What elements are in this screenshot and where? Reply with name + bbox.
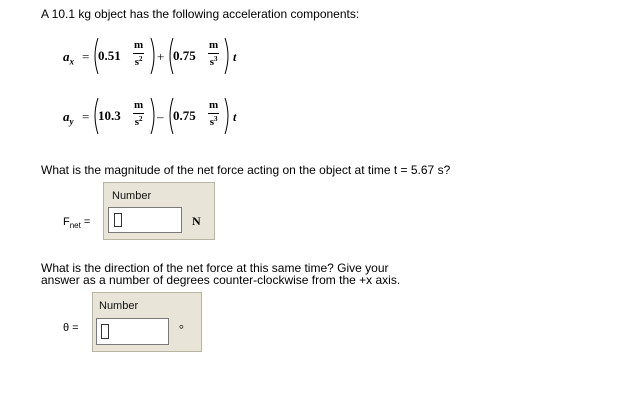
answer-box-magnitude (103, 182, 215, 240)
problem-intro: A 10.1 kg object has the following acceleration components: (41, 7, 360, 21)
eq2-equals: = (82, 109, 90, 124)
eq2-unit1: m $s^2$ (134, 99, 144, 128)
question-direction-line2: answer as a number of degrees counter-clockwise from the +x axis. (41, 273, 401, 287)
eq1-coef2: 0.75 (173, 48, 196, 63)
question-direction (41, 262, 400, 286)
eq2-variable: $a_y$ (63, 109, 74, 127)
eq1-unit1: m $s^2$ (134, 39, 144, 68)
magnitude-input[interactable] (108, 207, 182, 233)
eq2-coef1: 10.3 (98, 108, 121, 123)
box-label-number-2: Number (99, 300, 139, 312)
input-caret (114, 213, 122, 227)
unit-degrees: ° (179, 322, 184, 336)
eq1-operator: + (157, 49, 165, 64)
eq2-unit2: m $s^3$ (209, 99, 219, 128)
fnet-label: $F_{net}$ = (63, 216, 91, 231)
eq1-time-var: t (233, 50, 237, 64)
unit-newtons: N (192, 214, 201, 228)
eq1-equals: = (82, 49, 90, 64)
box-label-number: Number (112, 190, 152, 202)
eq1-variable: $a_x$ (63, 49, 74, 67)
eq2-paren2-right (224, 97, 232, 135)
direction-input[interactable] (96, 318, 169, 345)
eq2-time-var: t (233, 110, 237, 124)
answer-box-direction (92, 292, 202, 352)
question-magnitude: What is the magnitude of the net force acting on the object at time t = 5.67 s? (41, 163, 451, 177)
eq1-paren2-right (224, 37, 232, 75)
theta-label: θ = (63, 322, 79, 334)
eq2-coef2: 0.75 (173, 108, 196, 123)
eq2-operator: – (157, 109, 164, 124)
eq1-coef1: 0.51 (98, 48, 121, 63)
question-direction-line1: What is the direction of the net force at this same time? Give your (41, 261, 389, 275)
eq1-unit2: m $s^3$ (209, 39, 219, 68)
input-caret-2 (101, 324, 109, 339)
